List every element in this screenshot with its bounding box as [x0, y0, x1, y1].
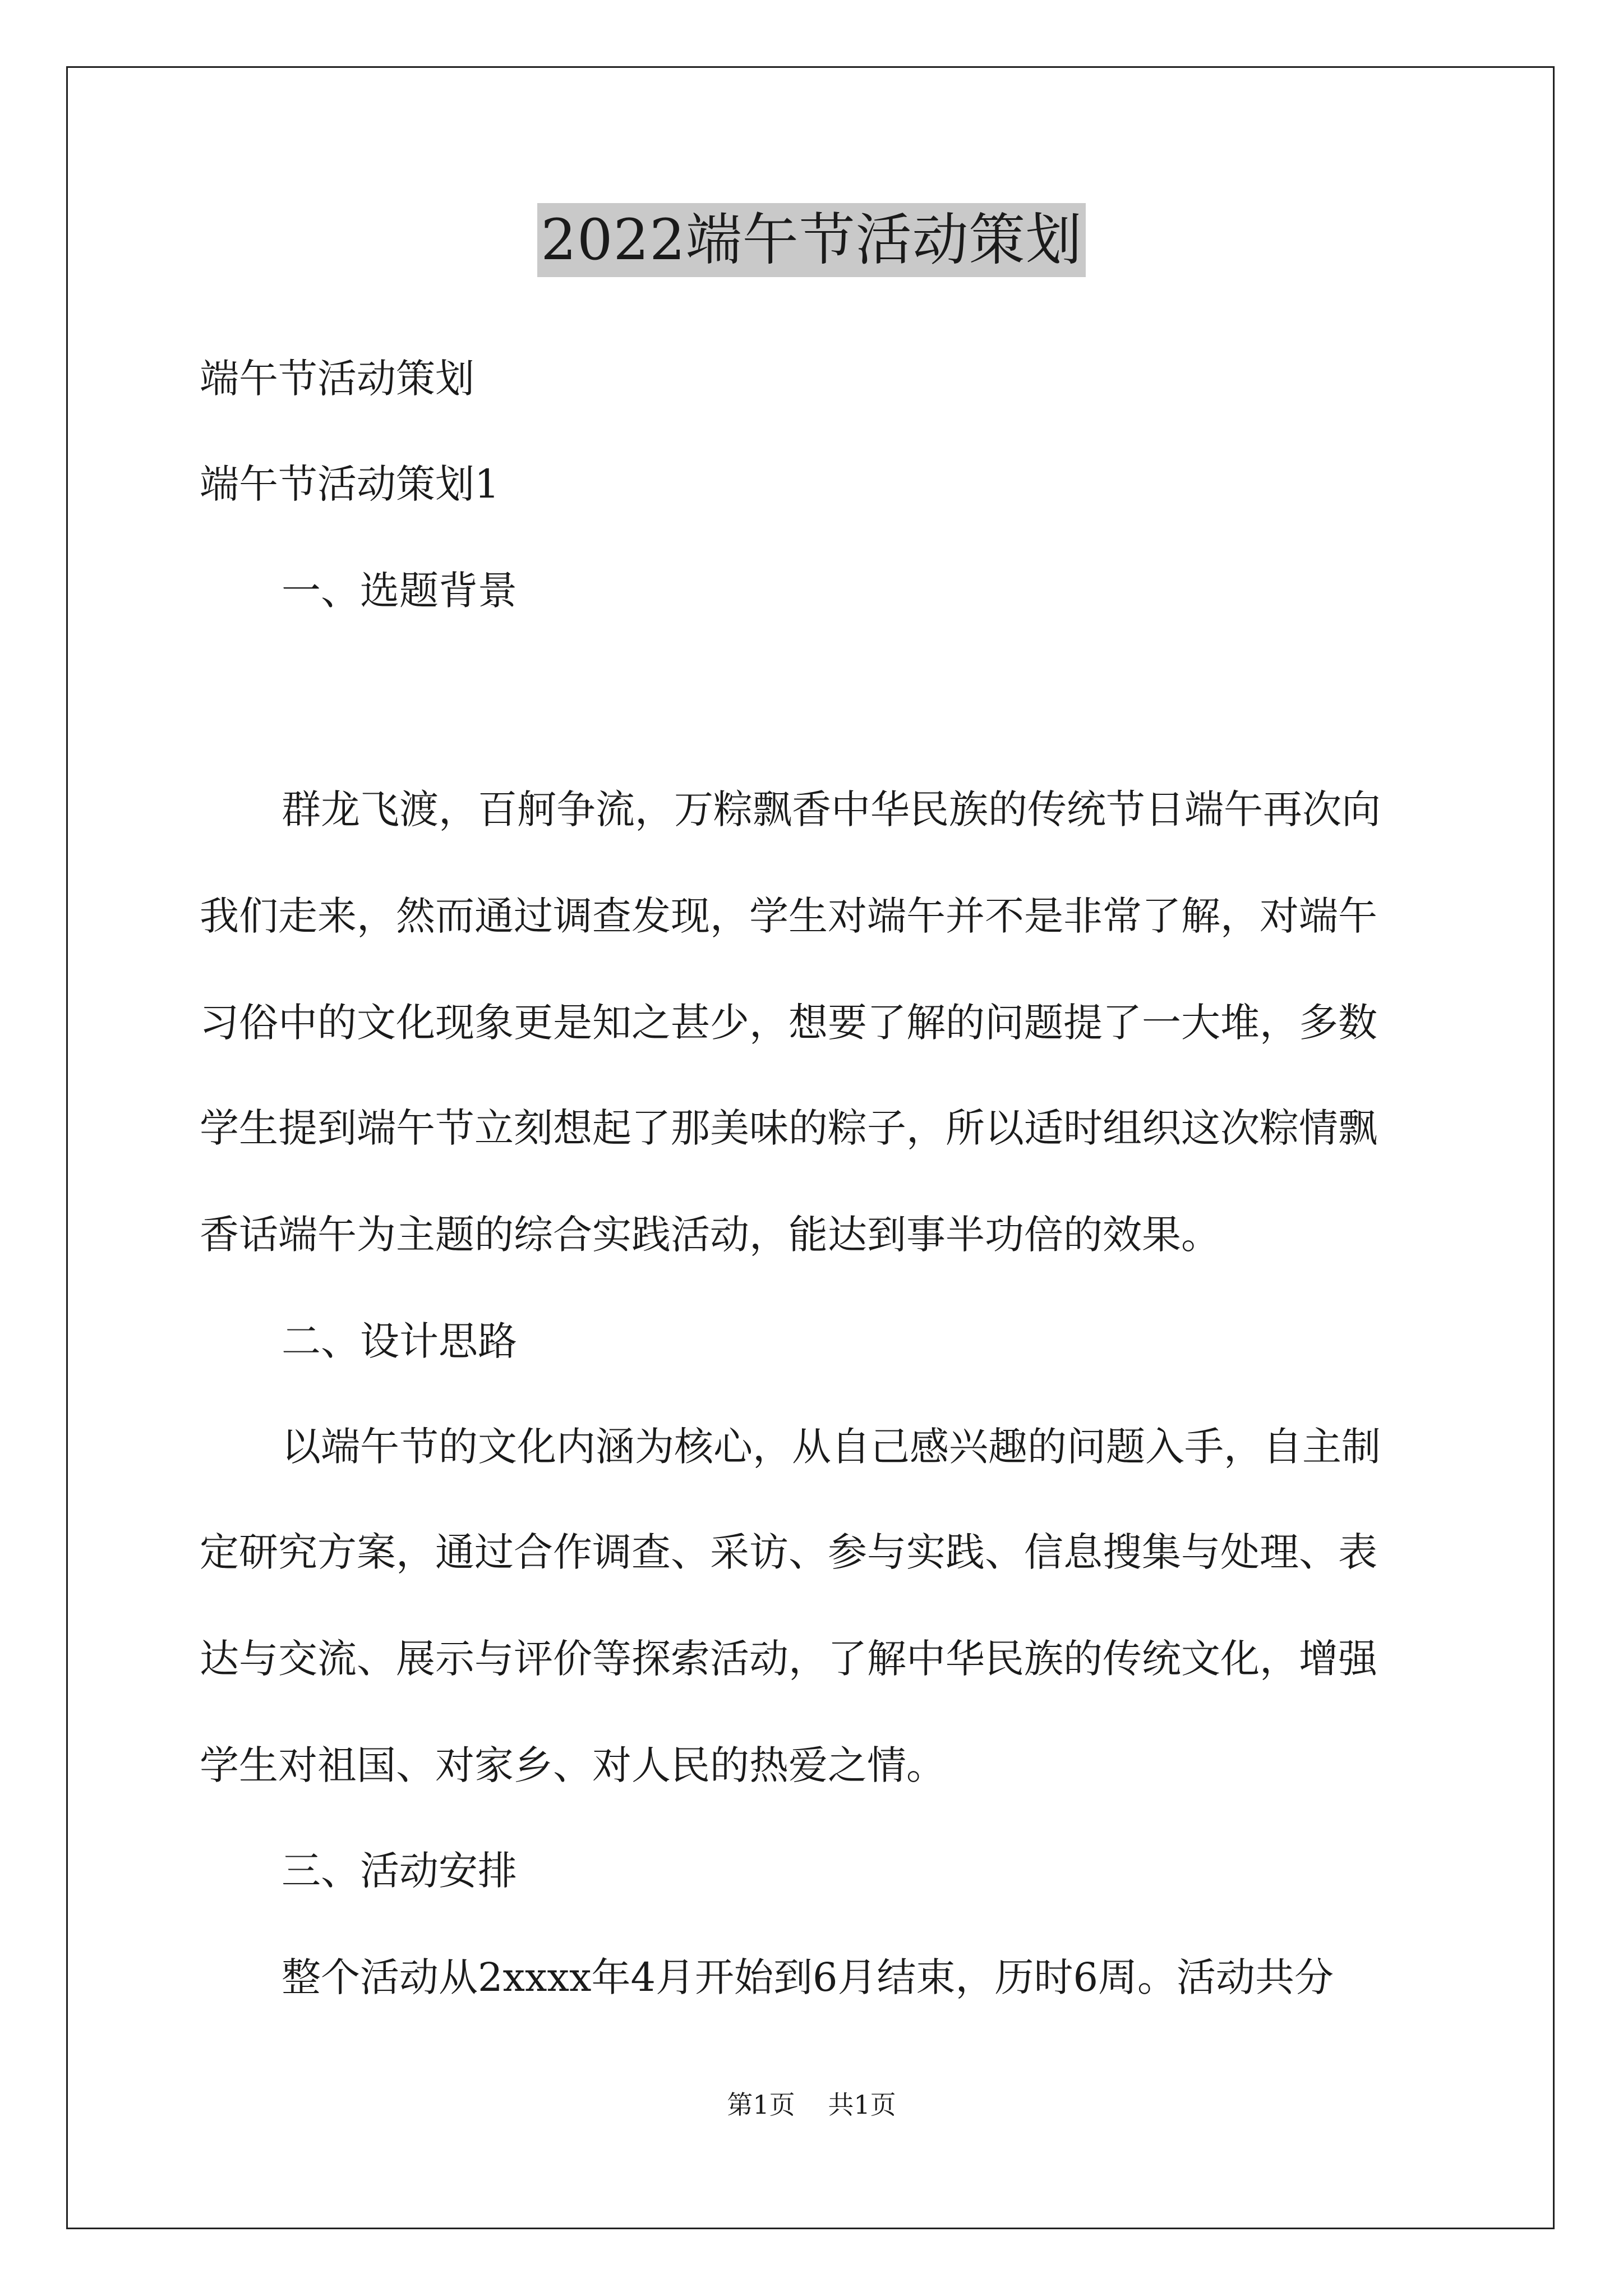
page-number-total: 共1页	[828, 2090, 896, 2120]
paragraph-line: 以端午节的文化内涵为核心，从自己感兴趣的问题入手，自主制	[282, 1424, 1381, 1470]
paragraph-line: 群龙飞渡，百舸争流，万粽飘香中华民族的传统节日端午再次向	[282, 786, 1381, 832]
subtitle-line: 端午节活动策划	[200, 356, 474, 402]
title-wrap	[0, 203, 1623, 277]
heading-schedule: 三、活动安排	[282, 1848, 517, 1894]
heading-background: 一、选题背景	[282, 568, 517, 614]
page-number-current: 第1页	[727, 2090, 795, 2120]
paragraph-line: 习俗中的文化现象更是知之甚少，想要了解的问题提了一大堆，多数	[200, 1000, 1377, 1046]
paragraph-line: 达与交流、展示与评价等探索活动，了解中华民族的传统文化，增强	[200, 1636, 1377, 1682]
paragraph-line: 香话端午为主题的综合实践活动，能达到事半功倍的效果。	[200, 1212, 1220, 1258]
heading-design: 二、设计思路	[282, 1318, 517, 1364]
paragraph-line: 定研究方案，通过合作调查、采访、参与实践、信息搜集与处理、表	[200, 1529, 1377, 1575]
paragraph-line: 我们走来，然而通过调查发现，学生对端午并不是非常了解，对端午	[200, 893, 1377, 939]
paragraph-line: 学生提到端午节立刻想起了那美味的粽子，所以适时组织这次粽情飘	[200, 1105, 1377, 1151]
section-heading-plan-1: 端午节活动策划1	[200, 461, 500, 507]
document-title: 2022端午节活动策划	[537, 203, 1086, 277]
paragraph-line: 学生对祖国、对家乡、对人民的热爱之情。	[200, 1742, 946, 1788]
page-footer	[0, 2088, 1623, 2122]
paragraph-line: 整个活动从2xxxx年4月开始到6月结束，历时6周。活动共分	[282, 1954, 1334, 2000]
